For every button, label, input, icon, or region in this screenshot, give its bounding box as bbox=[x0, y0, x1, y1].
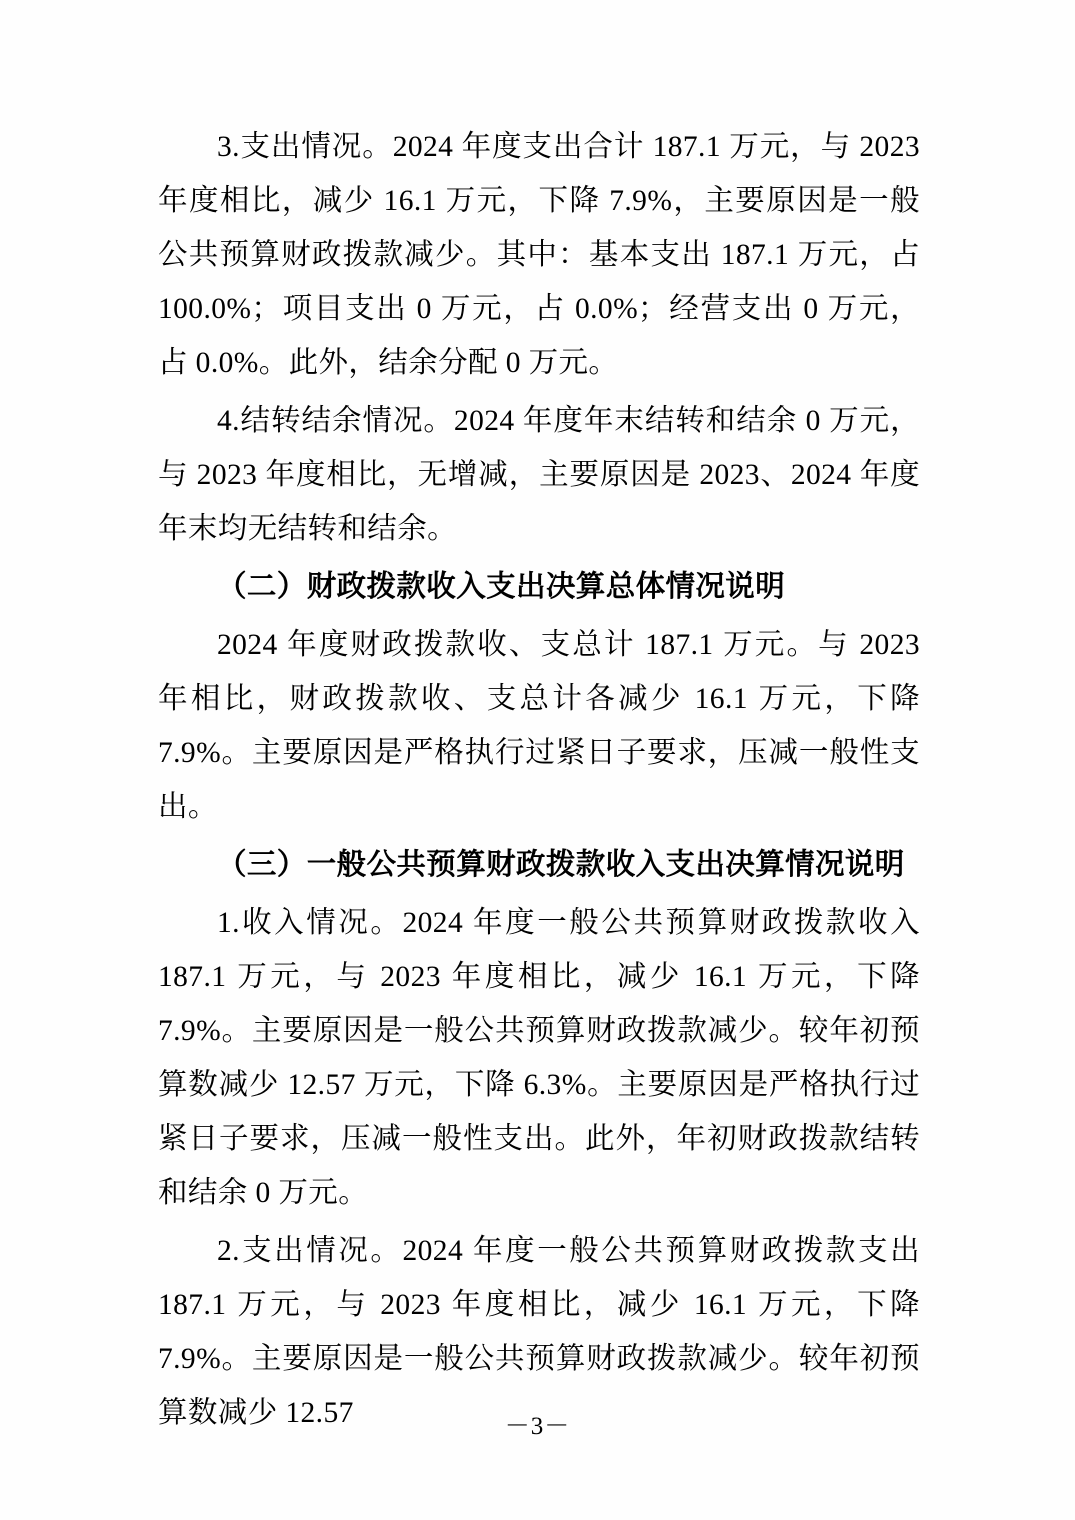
page-number: －3－ bbox=[504, 1413, 571, 1440]
paragraph-carryover-balance: 4.结转结余情况。2024 年度年末结转和结余 0 万元，与 2023 年度相比，无增减，主要原因是 2023、2024 年度年末均无结转和结余。 bbox=[158, 405, 920, 545]
paragraph-general-budget-income: 1.收入情况。2024 年度一般公共预算财政拨款收入 187.1 万元，与 2023 年度相比，减少 16.1 万元，下降 7.9%。主要原因是一般公共预算财政拨款减少。较年初预算数减少 12.57 万元，下降 6.3%。主要原因是严格执行过紧日子要求，压减一般性支出。此外，年初财政拨款结转和结余 0 万元。 bbox=[158, 907, 920, 1209]
document-body bbox=[158, 120, 920, 1444]
paragraph-expenditure-overview: 3.支出情况。2024 年度支出合计 187.1 万元，与 2023 年度相比，减少 16.1 万元，下降 7.9%，主要原因是一般公共预算财政拨款减少。其中：基本支出 187.1 万元，占 100.0%；项目支出 0 万元，占 0.0%；经营支出 0 万元，占 0.0%。此外，结余分配 0 万元。 bbox=[158, 131, 920, 379]
heading-general-public-budget: （三）一般公共预算财政拨款收入支出决算情况说明 bbox=[217, 849, 905, 881]
heading-fiscal-appropriation-overall: （二）财政拨款收入支出决算总体情况说明 bbox=[217, 571, 786, 603]
paragraph-general-budget-expenditure: 2.支出情况。2024 年度一般公共预算财政拨款支出 187.1 万元，与 2023 年度相比，减少 16.1 万元，下降 7.9%。主要原因是一般公共预算财政拨款减少。较年初预算数减少 12.57 bbox=[158, 1235, 920, 1429]
paragraph-fiscal-appropriation-total: 2024 年度财政拨款收、支总计 187.1 万元。与 2023 年相比，财政拨款收、支总计各减少 16.1 万元，下降 7.9%。主要原因是严格执行过紧日子要求，压减一般性支出。 bbox=[158, 629, 920, 823]
